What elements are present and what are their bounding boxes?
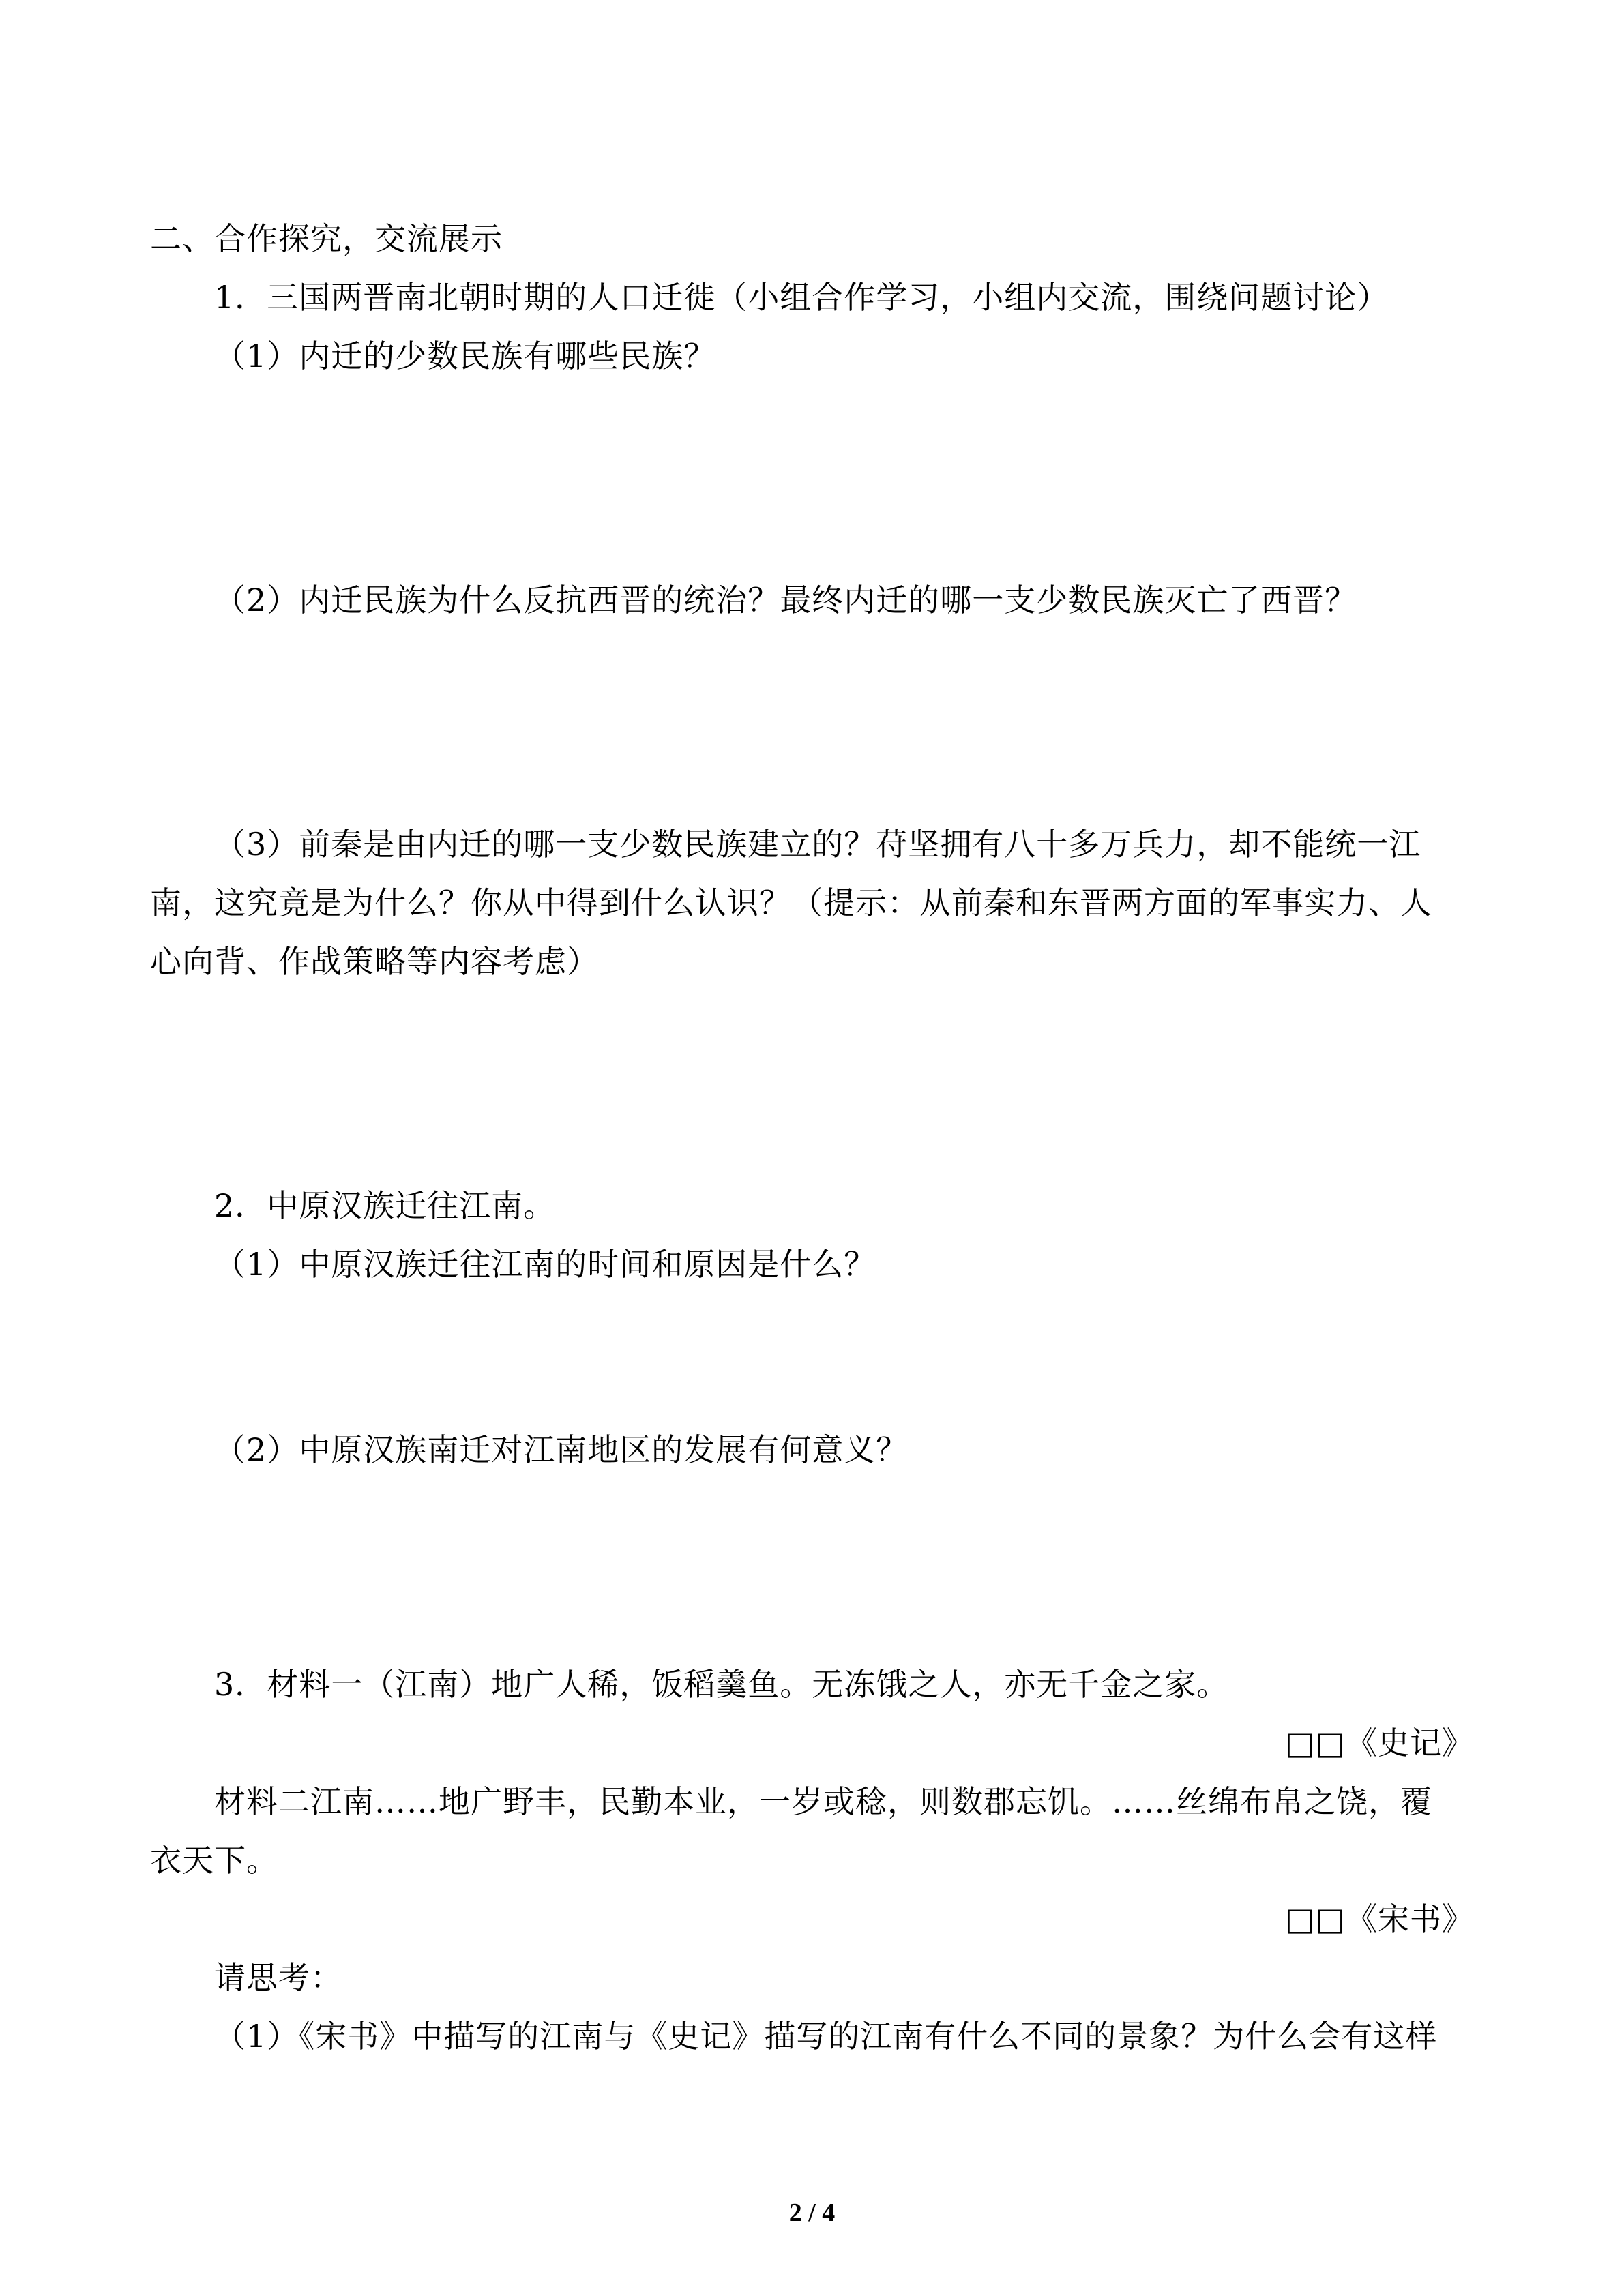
question-2-sub-2: （2）中原汉族南迁对江南地区的发展有何意义？ — [214, 1431, 909, 1468]
question-1-sub-1: （1）内迁的少数民族有哪些民族？ — [214, 338, 716, 374]
page-number: 2 / 4 — [788, 2198, 836, 2227]
question-1-sub-3-line-2: 南，这究竟是为什么？你从中得到什么认识？（提示：从前秦和东晋两方面的军事实力、人 — [150, 884, 1432, 921]
question-2-title: 2．中原汉族迁往江南。 — [214, 1187, 556, 1224]
question-1-sub-3-line-3: 心向背、作战策略等内容考虑） — [150, 943, 599, 980]
question-3-source-2: □□《宋书》 — [1285, 1900, 1474, 1937]
question-3-material-1: 3．材料一（江南）地广人稀，饭稻羹鱼。无冻饿之人，亦无千金之家。 — [214, 1666, 1229, 1703]
question-3-prompt: 请思考： — [214, 1959, 342, 1996]
question-1-sub-2: （2）内迁民族为什么反抗西晋的统治？最终内迁的哪一支少数民族灭亡了西晋？ — [214, 582, 1357, 618]
section-heading: 二、合作探究，交流展示 — [150, 220, 503, 257]
question-1-title: 1．三国两晋南北朝时期的人口迁徙（小组合作学习，小组内交流，围绕问题讨论） — [214, 279, 1389, 316]
question-2-sub-1: （1）中原汉族迁往江南的时间和原因是什么？ — [214, 1246, 876, 1283]
question-1-sub-3-line-1: （3）前秦是由内迁的哪一支少数民族建立的？苻坚拥有八十多万兵力，却不能统一江 — [214, 826, 1421, 863]
question-3-material-2-line-1: 材料二江南……地广野丰，民勤本业，一岁或稔，则数郡忘饥。……丝绵布帛之饶，覆 — [214, 1783, 1432, 1820]
question-3-sub-1: （1）《宋书》中描写的江南与《史记》描写的江南有什么不同的景象？为什么会有这样 — [214, 2018, 1438, 2055]
question-3-material-2-line-2: 衣天下。 — [150, 1842, 278, 1879]
question-3-source-1: □□《史记》 — [1285, 1725, 1474, 1761]
